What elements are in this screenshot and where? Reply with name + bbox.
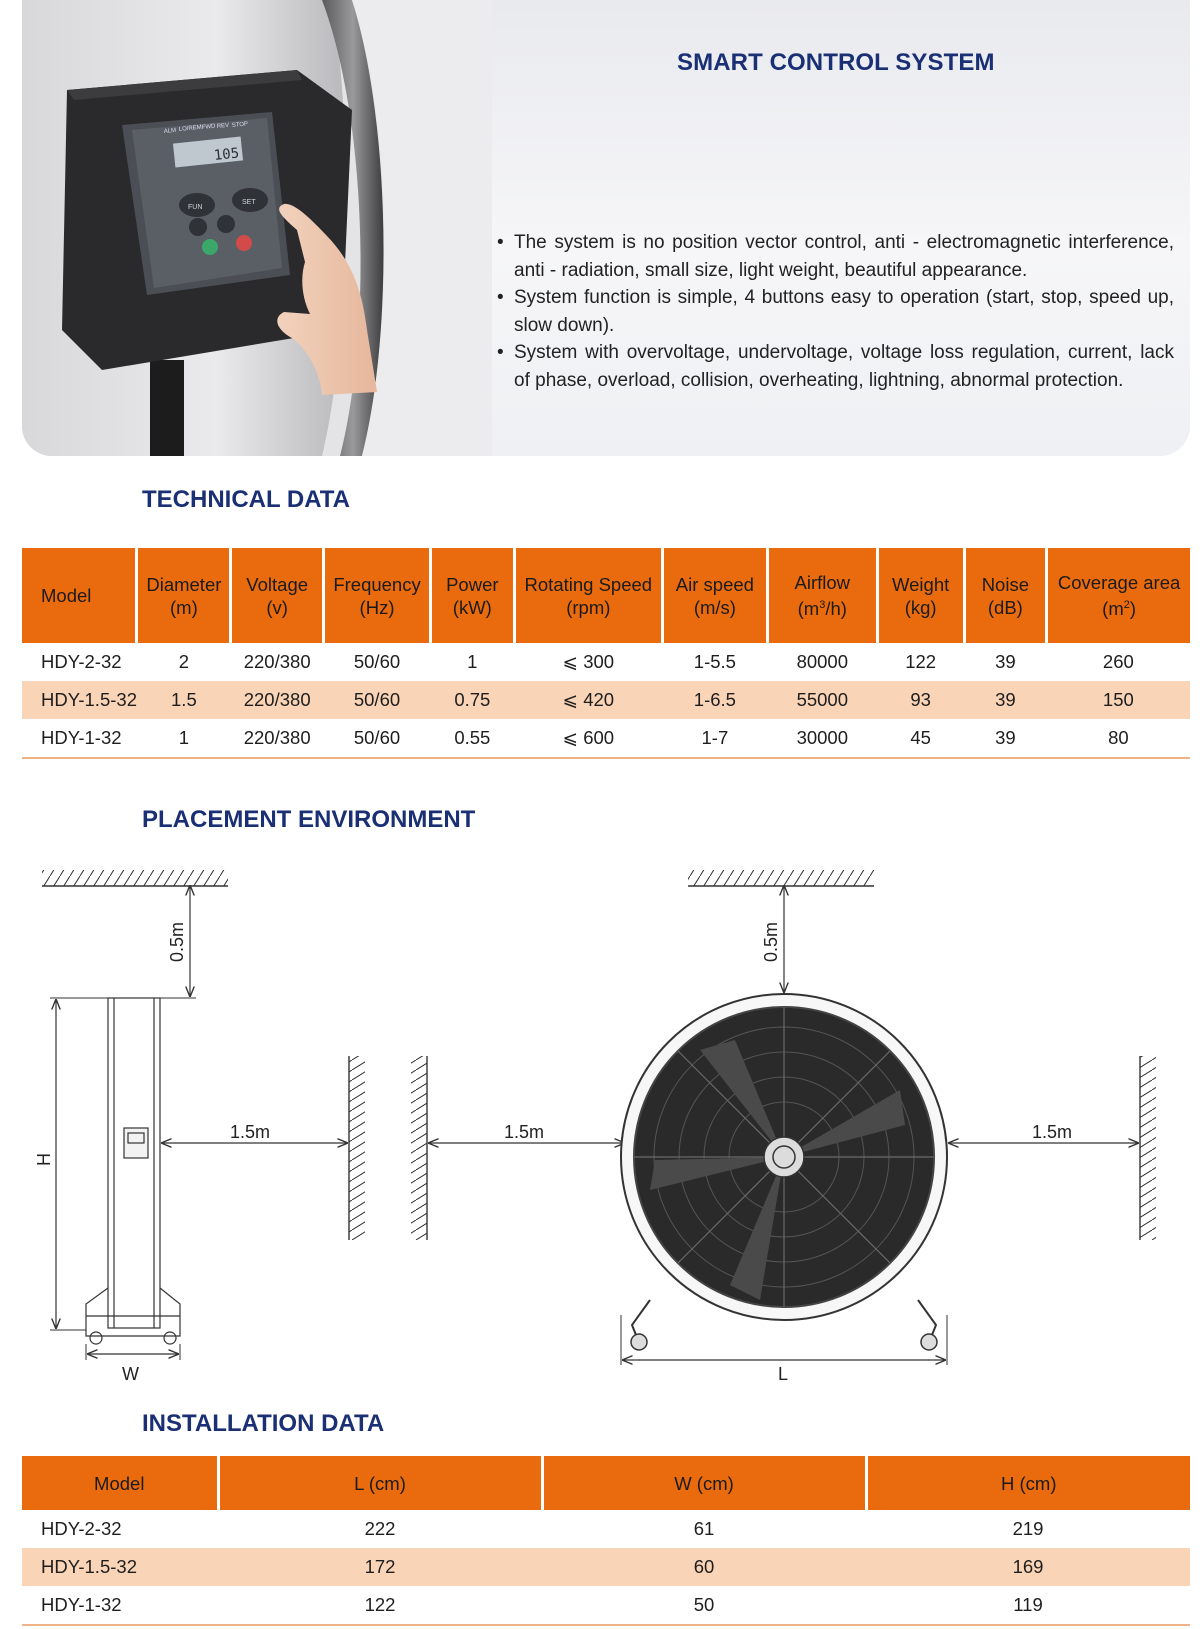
table-cell: 80000 — [796, 651, 849, 672]
label-side-left-1: 1.5m — [230, 1122, 271, 1142]
table-cell: 39 — [995, 651, 1016, 672]
label-height: H — [34, 1153, 54, 1166]
panel-stop-button — [236, 235, 252, 251]
table-cell: 219 — [1012, 1518, 1044, 1539]
technical-data-title: TECHNICAL DATA — [142, 486, 350, 513]
installation-data-title: INSTALLATION DATA — [142, 1410, 385, 1437]
label-side-left-2: 1.5m — [504, 1122, 545, 1142]
table-header-row — [22, 1456, 1190, 1510]
header-width: W (cm) — [542, 1456, 866, 1510]
header-weight: Weight (kg) — [877, 548, 964, 643]
technical-data-table — [22, 548, 1190, 759]
table-cell: 50/60 — [324, 681, 431, 719]
cell-model: HDY-1-32 — [22, 1586, 218, 1625]
panel-led-stop: STOP — [231, 121, 249, 129]
table-header-row — [22, 548, 1190, 643]
header-diameter: Diameter (m) — [137, 548, 231, 643]
cell-model: HDY-1.5-32 — [22, 1548, 218, 1586]
header-rotating-speed: Rotating Speed (rpm) — [514, 548, 662, 643]
panel-led-fwd: FWD — [201, 123, 216, 131]
table-cell: 122 — [218, 1586, 542, 1625]
table-cell: 1-6.5 — [662, 681, 767, 719]
ceiling-left — [42, 870, 228, 886]
table-row — [22, 643, 1190, 681]
label-length: L — [778, 1364, 789, 1380]
table-cell: 1.5 — [137, 681, 231, 719]
table-cell: 220/380 — [243, 651, 311, 672]
panel-display: 105 — [213, 145, 240, 164]
table-cell: 30000 — [767, 719, 877, 758]
header-model: Model — [22, 548, 137, 643]
cell-model: HDY-2-32 — [41, 651, 122, 672]
table-cell: 220/380 — [231, 719, 324, 758]
header-noise: Noise (dB) — [964, 548, 1047, 643]
table-cell: 80 — [1047, 719, 1190, 758]
table-cell: 1-5.5 — [693, 651, 736, 672]
table-row — [22, 1548, 1190, 1586]
hero-bullet: • System with overvoltage, undervoltage, voltage loss regulation, current, lack of phase, overload, collision, overheating, lightning, abnormal protection. — [494, 339, 1174, 394]
table-cell: 2 — [178, 651, 190, 672]
header-model: Model — [22, 1456, 218, 1510]
table-cell: 61 — [693, 1518, 715, 1539]
header-power: Power (kW) — [430, 548, 514, 643]
panel-fun-label: FUN — [188, 204, 203, 211]
label-width: W — [122, 1364, 139, 1380]
table-cell: 169 — [866, 1548, 1190, 1586]
installation-data-table — [22, 1456, 1190, 1626]
hero-banner — [22, 0, 1190, 456]
table-cell: 60 — [542, 1548, 866, 1586]
hero-title: SMART CONTROL SYSTEM — [677, 49, 995, 76]
table-row — [22, 1510, 1190, 1548]
hero-bullet: • System function is simple, 4 buttons easy to operation (start, stop, speed up, slow down). — [494, 284, 1174, 339]
table-cell: 55000 — [767, 681, 877, 719]
panel-run-button — [202, 239, 218, 255]
table-cell: 0.55 — [430, 719, 514, 758]
header-voltage: Voltage (v) — [231, 548, 324, 643]
fan-side-view — [86, 998, 180, 1344]
table-cell: 1 — [467, 651, 478, 672]
label-side-right: 1.5m — [1032, 1122, 1073, 1142]
table-cell: 39 — [964, 681, 1047, 719]
header-coverage-area: Coverage area $(m^2)$ — [1047, 548, 1190, 643]
control-panel-illustration — [22, 0, 492, 456]
placement-environment-title: PLACEMENT ENVIRONMENT — [142, 806, 476, 833]
panel-led-lorem: LO/REM — [178, 124, 203, 133]
header-length: L (cm) — [218, 1456, 542, 1510]
hero-bullet: • The system is no position vector control, anti - electromagnetic interference, anti - radiation, small size, light weight, beautiful appearance. — [494, 229, 1174, 284]
wall-right — [1140, 1056, 1156, 1240]
table-cell: 260 — [1102, 651, 1134, 672]
header-frequency: Frequency (Hz) — [324, 548, 431, 643]
table-cell: 50 — [542, 1586, 866, 1625]
table-cell: 1-7 — [662, 719, 767, 758]
panel-led-alm: ALM — [163, 127, 177, 135]
panel-led-rev: REV — [216, 122, 230, 130]
table-cell: 50/60 — [324, 719, 431, 758]
label-top-clearance-right: 0.5m — [761, 921, 781, 962]
table-cell: 93 — [877, 681, 964, 719]
ceiling-right — [688, 870, 874, 886]
table-cell: 39 — [964, 719, 1047, 758]
label-top-clearance-left: 0.5m — [167, 921, 187, 962]
header-air-speed: Air speed (m/s) — [662, 548, 767, 643]
table-cell: 50/60 — [353, 651, 401, 672]
wall-left-b — [411, 1056, 427, 1240]
wall-left-a — [349, 1056, 365, 1240]
table-cell: 119 — [866, 1586, 1190, 1625]
hero-bullet-list — [494, 229, 1174, 394]
table-cell: ⩽ 600 — [514, 719, 662, 758]
cell-model: HDY-2-32 — [41, 1518, 122, 1539]
cell-model: HDY-1.5-32 — [22, 681, 137, 719]
header-height: H (cm) — [866, 1456, 1190, 1510]
table-cell: 222 — [364, 1518, 396, 1539]
table-row — [22, 681, 1190, 719]
placement-diagram — [0, 860, 1200, 1380]
table-cell: 172 — [218, 1548, 542, 1586]
table-cell: 122 — [905, 651, 937, 672]
panel-set-label: SET — [242, 199, 256, 206]
table-cell: 1 — [137, 719, 231, 758]
table-cell: 0.75 — [430, 681, 514, 719]
table-cell: ⩽ 300 — [562, 651, 615, 672]
table-cell: 45 — [877, 719, 964, 758]
cell-model: HDY-1-32 — [22, 719, 137, 758]
header-airflow: Airflow $(m^3/h)$ — [767, 548, 877, 643]
table-cell: 150 — [1047, 681, 1190, 719]
table-row — [22, 1586, 1190, 1625]
table-cell: ⩽ 420 — [514, 681, 662, 719]
table-row — [22, 719, 1190, 758]
fan-front-view — [621, 994, 947, 1350]
table-cell: 220/380 — [231, 681, 324, 719]
